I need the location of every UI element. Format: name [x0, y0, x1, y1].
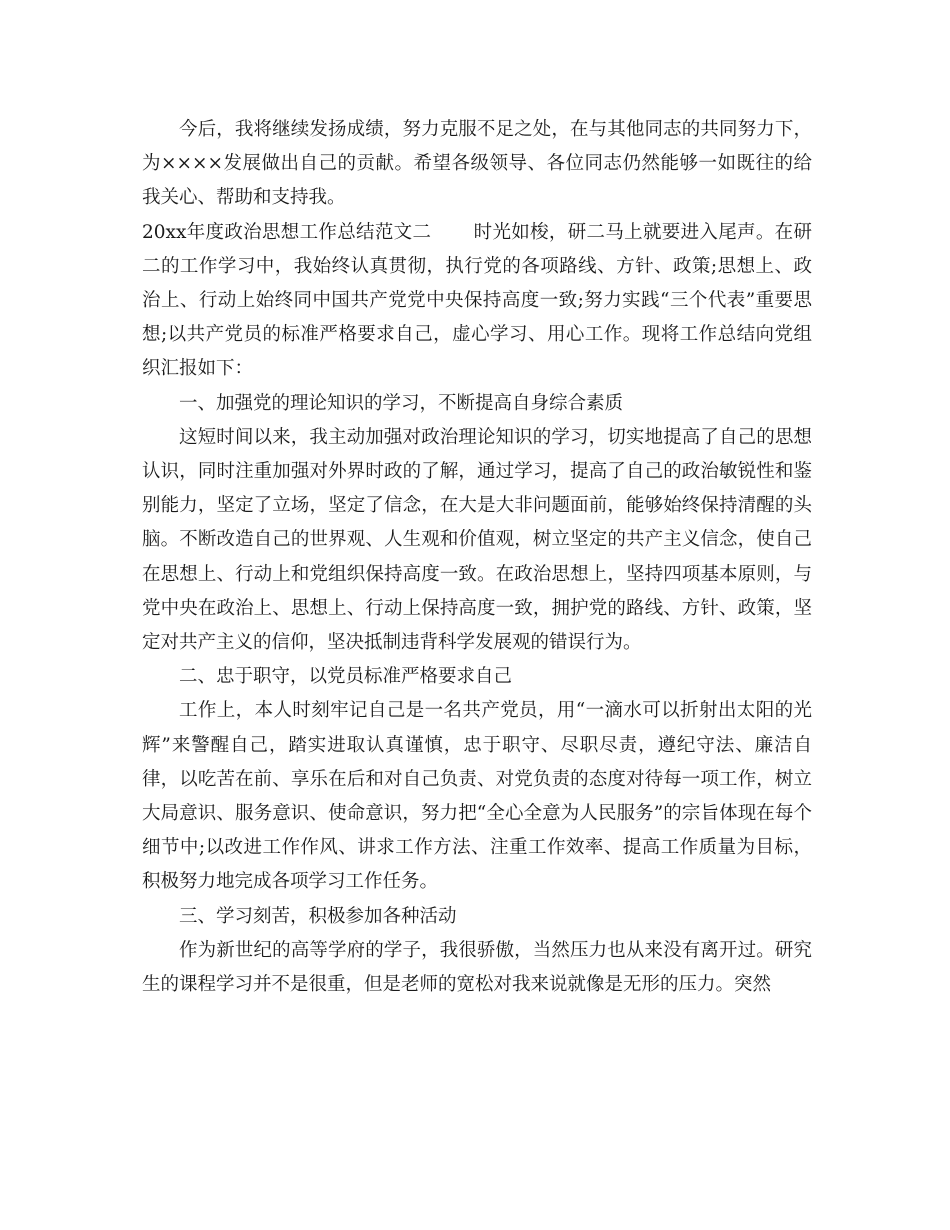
intro-text: 时光如梭，研二马上就要进入尾声。在研二的工作学习中，我始终认真贯彻，执行党的各项路线、方针、政策;思想上、政治上、行动上始终同中国共产党党中央保持高度一致;努力实践“三个代表”重要思想;以共产党员的标准严格要求自己，虚心学习、用心工作。现将工作总结向党组织汇报如下：: [142, 221, 812, 380]
document-body: [142, 113, 812, 1002]
paragraph-closing: 今后，我将继续发扬成绩，努力克服不足之处，在与其他同志的共同努力下，为××××发展做出自己的贡献。希望各级领导、各位同志仍然能够一如既往的给我关心、帮助和支持我。: [142, 119, 812, 209]
paragraph-theory-study: 这短时间以来，我主动加强对政治理论知识的学习，切实地提高了自己的思想认识，同时注重加强对外界时政的了解，通过学习，提高了自己的政治敏锐性和鉴别能力，坚定了立场，坚定了信念，在大是大非问题面前，能够始终保持清醒的头脑。不断改造自己的世界观、人生观和价值观，树立坚定的共产主义信念，使自己在思想上、行动上和党组织保持高度一致。在政治思想上，坚持四项基本原则，与党中央在政治上、思想上、行动上保持高度一致，拥护党的路线、方针、政策，坚定对共产主义的信仰，坚决抵制违背科学发展观的错误行为。: [142, 426, 812, 654]
section-title: 20xx年度政治思想工作总结范文二: [142, 221, 432, 243]
heading-two: 二、忠于职守，以党员标准严格要求自己: [179, 666, 513, 688]
heading-three: 三、学习刻苦，积极参加各种活动: [179, 905, 457, 927]
paragraph-title-intro: [142, 216, 812, 387]
paragraph-work-duty: 工作上，本人时刻牢记自己是一名共产党员，用“一滴水可以折射出太阳的光辉”来警醒自己，踏实进取认真谨慎，忠于职守、尽职尽责，遵纪守法、廉洁自律，以吃苦在前、享乐在后和对自己负责、对党负责的态度对待每一项工作，树立大局意识、服务意识、使命意识，努力把“全心全意为人民服务”的宗旨体现在每个细节中;以改进工作作风、讲求工作方法、注重工作效率、提高工作质量为目标，积极努力地完成各项学习工作任务。: [142, 700, 812, 893]
heading-one: 一、加强党的理论知识的学习，不断提高自身综合素质: [179, 392, 624, 414]
paragraph-study-activities: 作为新世纪的高等学府的学子，我很骄傲，当然压力也从来没有离开过。研究生的课程学习并不是很重，但是老师的宽松对我来说就像是无形的压力。突然: [142, 939, 812, 996]
